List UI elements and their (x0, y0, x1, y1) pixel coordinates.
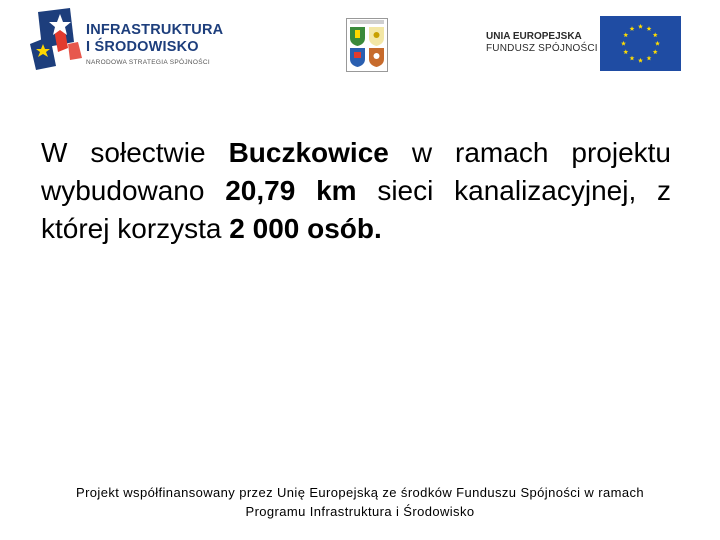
text-part-1: W sołectwie (41, 137, 229, 168)
text-part-3: sieci kanalizacyjnej, z której korzysta (41, 175, 672, 244)
infrastruktura-logo (30, 8, 235, 74)
main-statement (41, 134, 671, 248)
eu-text (486, 31, 598, 55)
logo-line-3: NARODOWA STRATEGIA SPÓJNOŚCI (86, 59, 210, 66)
logo-line-2: I ŚRODOWISKO (86, 39, 199, 55)
municipality-crests-icon (346, 18, 388, 72)
footer-note (20, 483, 700, 521)
village-name: Buczkowice (228, 137, 389, 168)
national-cohesion-strategy-logo-icon (30, 8, 86, 70)
eu-line-1: UNIA EUROPEJSKA (486, 31, 582, 42)
footer-line-2: Programu Infrastruktura i Środowisko (245, 504, 475, 519)
people-count: 2 000 osób. (229, 213, 382, 244)
eu-line-2: FUNDUSZ SPÓJNOŚCI (486, 43, 598, 54)
network-length: 20,79 km (225, 175, 357, 206)
text-part-2: w ramach projektu wybudowano (41, 137, 671, 206)
footer-line-1: Projekt współfinansowany przez Unię Europejską ze środków Funduszu Spójności w ramach (76, 485, 644, 500)
logo-line-1: INFRASTRUKTURA (86, 22, 224, 38)
eu-flag-icon (600, 16, 681, 71)
